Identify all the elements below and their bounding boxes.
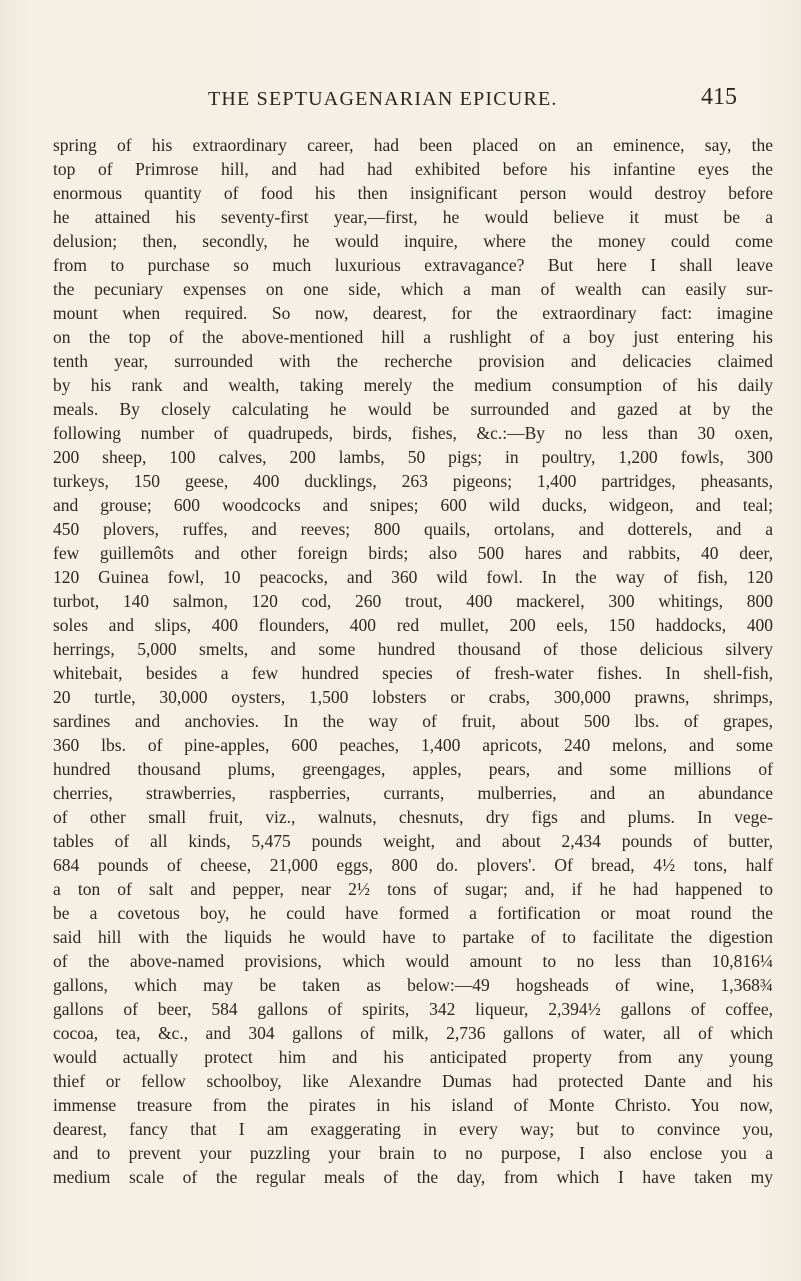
text-line: spring of his extraordinary career, had been placed on an eminence, say, the [53,135,773,155]
text-line: delusion; then, secondly, he would inquire, where the money could come [53,231,773,251]
text-line: immense treasure from the pirates in his island of Monte Christo. You now, [53,1095,773,1115]
text-line: meals. By closely calculating he would be surrounded and gazed at by the [53,399,773,419]
text-line: a ton of salt and pepper, near 2½ tons of sugar; and, if he had happened to [53,879,773,899]
text-line: 120 Guinea fowl, 10 peacocks, and 360 wild fowl. In the way of fish, 120 [53,567,773,587]
text-line: he attained his seventy-first year,—first, he would believe it must be a [53,207,773,227]
text-line: 200 sheep, 100 calves, 200 lambs, 50 pigs; in poultry, 1,200 fowls, 300 [53,447,773,467]
text-line: by his rank and wealth, taking merely the medium consumption of his daily [53,375,773,395]
text-line: of other small fruit, viz., walnuts, chesnuts, dry figs and plums. In vege- [53,807,773,827]
text-line: tables of all kinds, 5,475 pounds weight, and about 2,434 pounds of butter, [53,831,773,851]
text-line: on the top of the above-mentioned hill a rushlight of a boy just entering his [53,327,773,347]
text-line: tenth year, surrounded with the recherche provision and delicacies claimed [53,351,773,371]
text-line: following number of quadrupeds, birds, fishes, &c.:—By no less than 30 oxen, [53,423,773,443]
text-line: mount when required. So now, dearest, for the extraordinary fact: imagine [53,303,773,323]
text-line: thief or fellow schoolboy, like Alexandre Dumas had protected Dante and his [53,1071,773,1091]
text-line: top of Primrose hill, and had had exhibited before his infantine eyes the [53,159,773,179]
body-text [53,133,773,1189]
text-line: whitebait, besides a few hundred species of fresh-water fishes. In shell-fish, [53,663,773,683]
text-line: the pecuniary expenses on one side, which a man of wealth can easily sur- [53,279,773,299]
running-head [0,84,801,114]
text-line: gallons of beer, 584 gallons of spirits, 342 liqueur, 2,394½ gallons of coffee, [53,999,773,1019]
text-line: from to purchase so much luxurious extravagance? But here I shall leave [53,255,773,275]
text-line: turbot, 140 salmon, 120 cod, 260 trout, 400 mackerel, 300 whitings, 800 [53,591,773,611]
text-line: be a covetous boy, he could have formed a fortification or moat round the [53,903,773,923]
page-number: 415 [701,84,737,110]
text-line: said hill with the liquids he would have to partake of to facilitate the digestion [53,927,773,947]
text-line: cherries, strawberries, raspberries, currants, mulberries, and an abundance [53,783,773,803]
text-line: 360 lbs. of pine-apples, 600 peaches, 1,400 apricots, 240 melons, and some [53,735,773,755]
text-line: 684 pounds of cheese, 21,000 eggs, 800 do. plovers'. Of bread, 4½ tons, half [53,855,773,875]
text-line: turkeys, 150 geese, 400 ducklings, 263 pigeons; 1,400 partridges, pheasants, [53,471,773,491]
text-line: soles and slips, 400 flounders, 400 red mullet, 200 eels, 150 haddocks, 400 [53,615,773,635]
text-line: and grouse; 600 woodcocks and snipes; 600 wild ducks, widgeon, and teal; [53,495,773,515]
text-line: 450 plovers, ruffes, and reeves; 800 quails, ortolans, and dotterels, and a [53,519,773,539]
running-title: THE SEPTUAGENARIAN EPICURE. [208,88,558,110]
text-line: cocoa, tea, &c., and 304 gallons of milk, 2,736 gallons of water, all of which [53,1023,773,1043]
text-line: sardines and anchovies. In the way of fruit, about 500 lbs. of grapes, [53,711,773,731]
text-line: gallons, which may be taken as below:—49 hogsheads of wine, 1,368¾ [53,975,773,995]
text-line: herrings, 5,000 smelts, and some hundred thousand of those delicious silvery [53,639,773,659]
text-line: of the above-named provisions, which would amount to no less than 10,816¼ [53,951,773,971]
text-line: few guillemôts and other foreign birds; also 500 hares and rabbits, 40 deer, [53,543,773,563]
text-line: enormous quantity of food his then insignificant person would destroy before [53,183,773,203]
text-line: dearest, fancy that I am exaggerating in every way; but to convince you, [53,1119,773,1139]
text-line: medium scale of the regular meals of the day, from which I have taken my [53,1167,773,1187]
text-line: hundred thousand plums, greengages, apples, pears, and some millions of [53,759,773,779]
text-line: and to prevent your puzzling your brain to no purpose, I also enclose you a [53,1143,773,1163]
text-line: would actually protect him and his anticipated property from any young [53,1047,773,1067]
text-line: 20 turtle, 30,000 oysters, 1,500 lobsters or crabs, 300,000 prawns, shrimps, [53,687,773,707]
